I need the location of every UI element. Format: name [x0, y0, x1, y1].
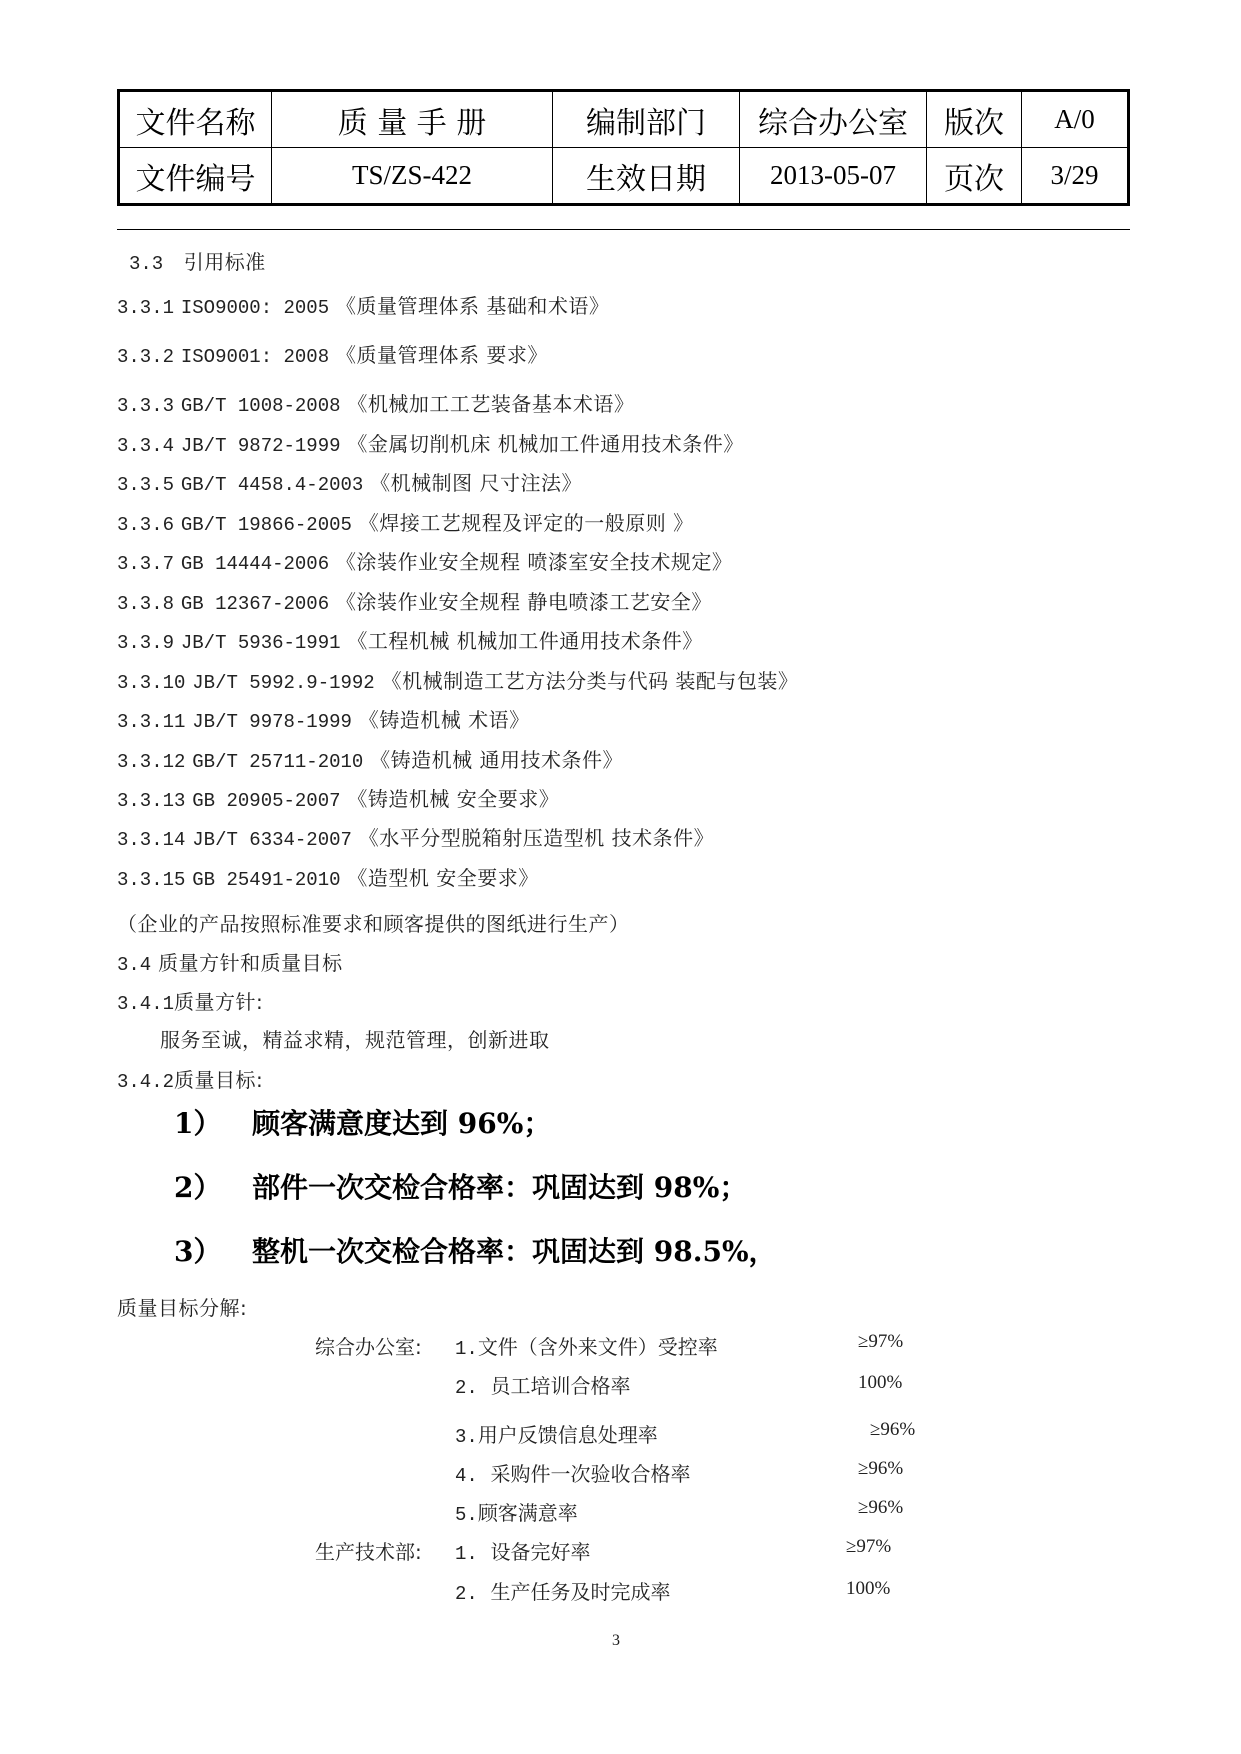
standard-number: 3.3.1 [117, 297, 175, 319]
standard-code: ISO9000: 2005 [180, 297, 330, 319]
section-3-4-heading [117, 947, 343, 976]
edition-value: A/0 [1022, 91, 1129, 148]
standard-item [117, 704, 530, 733]
objective-item [174, 1230, 777, 1270]
standard-number: 3.3.9 [117, 632, 175, 654]
item-text: 顾客满意率 [477, 1501, 578, 1525]
item-text: 用户反馈信息处理率 [477, 1423, 658, 1447]
item-text: 员工培训合格率 [490, 1374, 631, 1398]
standard-item [117, 546, 732, 575]
standard-code: JB/T 9872-1999 [180, 435, 341, 457]
standard-item [117, 625, 703, 654]
standard-title: 《水平分型脱箱射压造型机 技术条件》 [358, 826, 715, 850]
doc-no-label: 文件编号 [119, 148, 272, 205]
section-title: 质量方针和质量目标 [158, 951, 343, 975]
item-text: 设备完好率 [490, 1540, 591, 1564]
quality-policy-text: 服务至诚，精益求精，规范管理，创新进取 [160, 1028, 550, 1052]
standard-title: 《铸造机械 通用技术条件》 [370, 748, 624, 772]
breakdown-item [455, 1458, 691, 1487]
section-number: 3.3 [129, 253, 164, 275]
section-title: 质量方针: [174, 990, 264, 1014]
item-value: ≥97% [858, 1331, 904, 1352]
item-text: 生产任务及时完成率 [490, 1580, 671, 1604]
breakdown-item [455, 1497, 578, 1526]
doc-name-value: 质 量 手 册 [272, 91, 553, 148]
breakdown-item [455, 1370, 631, 1399]
item-number: 3. [455, 1426, 478, 1448]
item-number: 5. [455, 1504, 478, 1526]
standard-code: JB/T 5992.9-1992 [192, 672, 375, 694]
standard-number: 3.3.4 [117, 435, 175, 457]
dept-value: 综合办公室 [740, 91, 927, 148]
item-value: ≥96% [858, 1458, 904, 1479]
standard-item [117, 507, 694, 536]
standard-title: 《造型机 安全要求》 [347, 866, 539, 890]
standard-title: 《金属切削机床 机械加工件通用技术条件》 [347, 432, 744, 456]
standards-note: （企业的产品按照标准要求和顾客提供的图纸进行生产） [117, 912, 630, 936]
objective-item [174, 1166, 747, 1206]
item-number: 1. [455, 1543, 478, 1565]
standard-code: ISO9001: 2008 [180, 346, 330, 368]
objective-number: 2） [174, 1171, 222, 1204]
standard-item [117, 862, 539, 891]
standard-item [117, 290, 609, 319]
standard-number: 3.3.8 [117, 593, 175, 615]
edition-label: 版次 [927, 91, 1022, 148]
objective-number: 1） [174, 1107, 222, 1140]
standard-item [117, 388, 634, 417]
dept-office-label: 综合办公室: [315, 1335, 422, 1359]
section-number: 3.4.2 [117, 1071, 175, 1093]
item-number: 2. [455, 1583, 478, 1605]
section-3-3-heading [129, 246, 266, 275]
page-value: 3/29 [1022, 148, 1129, 205]
objective-text: 顾客满意度达到 96%； [252, 1107, 552, 1140]
standard-code: GB 14444-2006 [180, 553, 330, 575]
standard-item [117, 783, 559, 812]
quality-policy-heading [117, 986, 263, 1015]
standard-code: GB/T 4458.4-2003 [180, 474, 364, 496]
standard-item [117, 744, 623, 773]
standard-title: 《机械制图 尺寸注法》 [370, 471, 583, 495]
standard-code: GB/T 1008-2008 [180, 395, 341, 417]
standard-code: GB/T 19866-2005 [180, 514, 352, 536]
standard-code: JB/T 9978-1999 [192, 711, 352, 733]
standard-code: GB 12367-2006 [180, 593, 330, 615]
doc-no-value: TS/ZS-422 [272, 148, 553, 205]
item-number: 2. [455, 1377, 478, 1399]
breakdown-item [455, 1536, 591, 1565]
standard-number: 3.3.14 [117, 829, 186, 851]
standard-number: 3.3.7 [117, 553, 175, 575]
breakdown-item [455, 1576, 671, 1605]
effective-date-label: 生效日期 [553, 148, 740, 205]
standard-number: 3.3.3 [117, 395, 175, 417]
item-value: 100% [858, 1372, 903, 1393]
objective-number: 3） [174, 1235, 222, 1268]
item-number: 1. [455, 1338, 478, 1360]
dept-label: 编制部门 [553, 91, 740, 148]
standard-number: 3.3.13 [117, 790, 186, 812]
breakdown-item [455, 1419, 658, 1448]
item-value: ≥97% [846, 1536, 892, 1557]
header-divider [117, 229, 1130, 230]
item-value: 100% [846, 1578, 891, 1599]
standard-code: JB/T 5936-1991 [180, 632, 341, 654]
standard-title: 《铸造机械 安全要求》 [347, 787, 560, 811]
item-value: ≥96% [870, 1419, 916, 1440]
standard-number: 3.3.12 [117, 751, 186, 773]
standard-title: 《机械加工工艺装备基本术语》 [347, 392, 635, 416]
item-number: 4. [455, 1465, 478, 1487]
page-number: 3 [612, 1632, 620, 1649]
breakdown-heading: 质量目标分解: [117, 1296, 248, 1320]
item-text: 文件（含外来文件）受控率 [477, 1335, 718, 1359]
standard-code: GB 25491-2010 [192, 869, 341, 891]
standard-title: 《涂装作业安全规程 喷漆室安全技术规定》 [335, 550, 733, 574]
page-label: 页次 [927, 148, 1022, 205]
standard-number: 3.3.10 [117, 672, 186, 694]
section-title: 质量目标: [174, 1068, 264, 1092]
standard-item [117, 467, 582, 496]
standard-item [117, 822, 714, 851]
standard-title: 《机械制造工艺方法分类与代码 装配与包装》 [381, 669, 799, 693]
standard-number: 3.3.5 [117, 474, 175, 496]
standard-number: 3.3.6 [117, 514, 175, 536]
section-title: 引用标准 [183, 250, 266, 274]
standard-number: 3.3.11 [117, 711, 186, 733]
standard-item [117, 428, 744, 457]
standard-item [117, 665, 798, 694]
standard-title: 《涂装作业安全规程 静电喷漆工艺安全》 [335, 590, 712, 614]
effective-date-value: 2013-05-07 [740, 148, 927, 205]
breakdown-item [455, 1331, 718, 1360]
objective-text: 整机一次交检合格率：巩固达到 98.5%， [252, 1235, 777, 1268]
quality-objectives-heading [117, 1064, 263, 1093]
dept-production-label: 生产技术部: [315, 1540, 422, 1564]
document-header-table [117, 89, 1130, 206]
doc-name-label: 文件名称 [119, 91, 272, 148]
standard-title: 《铸造机械 术语》 [358, 708, 530, 732]
standard-code: JB/T 6334-2007 [192, 829, 352, 851]
item-text: 采购件一次验收合格率 [490, 1462, 691, 1486]
section-number: 3.4.1 [117, 993, 175, 1015]
standard-title: 《质量管理体系 基础和术语》 [335, 294, 610, 318]
standard-code: GB/T 25711-2010 [192, 751, 364, 773]
item-value: ≥96% [858, 1497, 904, 1518]
standard-code: GB 20905-2007 [192, 790, 341, 812]
standard-item [117, 339, 548, 368]
section-number: 3.4 [117, 954, 152, 976]
standard-title: 《焊接工艺规程及评定的一般原则 》 [358, 511, 694, 535]
objective-text: 部件一次交检合格率：巩固达到 98%； [252, 1171, 748, 1204]
standard-number: 3.3.15 [117, 869, 186, 891]
standard-title: 《质量管理体系 要求》 [335, 343, 548, 367]
standard-number: 3.3.2 [117, 346, 175, 368]
objective-item [174, 1102, 551, 1142]
standard-title: 《工程机械 机械加工件通用技术条件》 [347, 629, 703, 653]
standard-item [117, 586, 712, 615]
